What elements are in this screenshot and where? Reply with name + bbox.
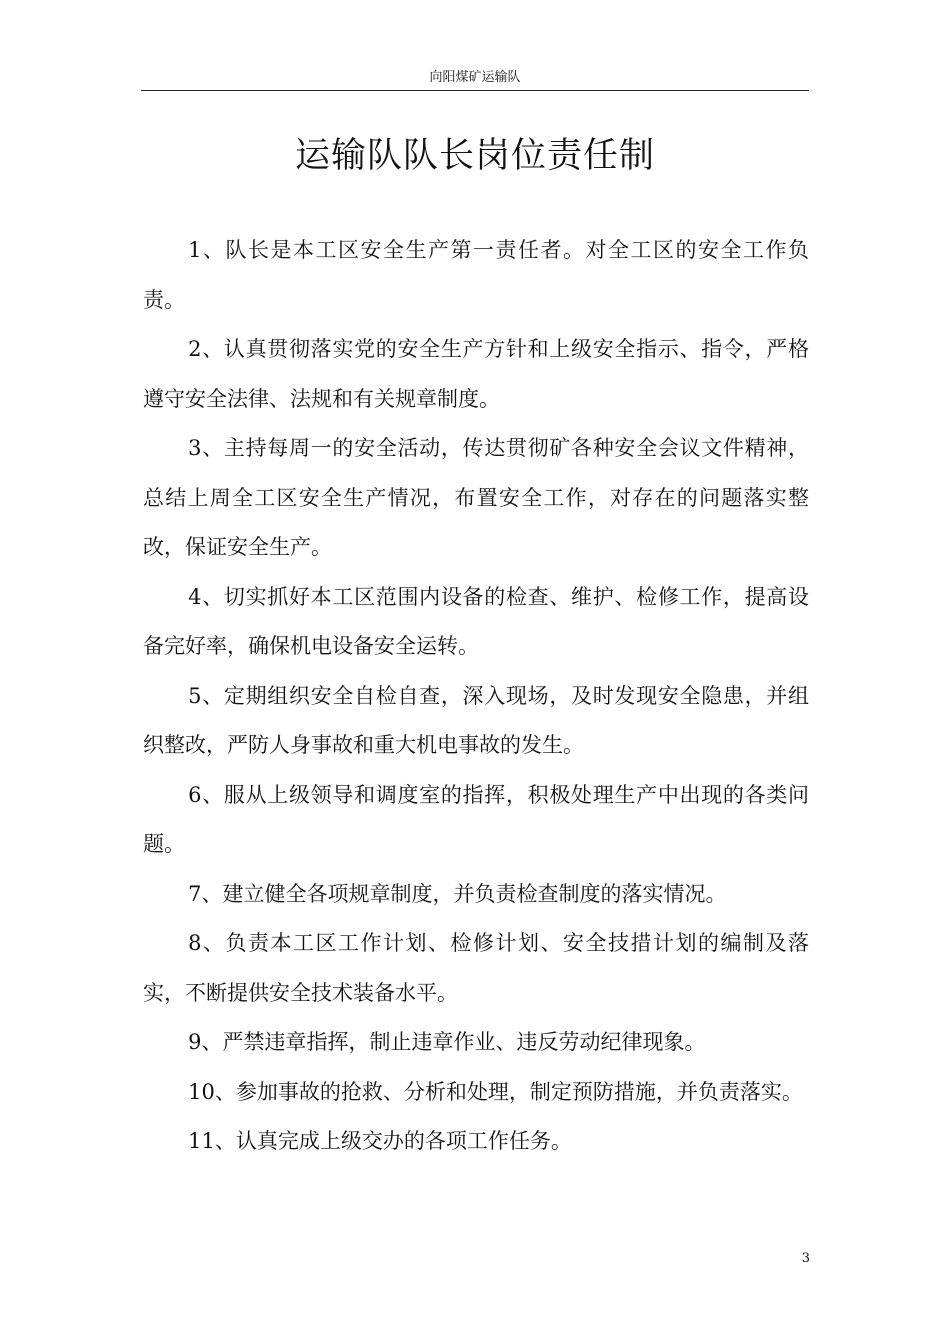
clause-paragraph: 2、认真贯彻落实党的安全生产方针和上级安全指示、指令，严格遵守安全法律、法规和有关规章制度。 <box>143 337 809 411</box>
clause-paragraph: 6、服从上级领导和调度室的指挥，积极处理生产中出现的各类问题。 <box>143 782 809 856</box>
page-number: 3 <box>801 1251 810 1266</box>
document-body <box>143 226 809 1167</box>
header-text: 向阳煤矿运输队 <box>429 70 521 85</box>
page-header <box>141 68 809 91</box>
clause-paragraph: 1、队长是本工区安全生产第一责任者。对全工区的安全工作负责。 <box>143 238 809 312</box>
document-title: 运输队队长岗位责任制 <box>294 136 655 176</box>
clause-paragraph: 7、建立健全各项规章制度，并负责检查制度的落实情况。 <box>188 881 727 906</box>
clause-paragraph: 3、主持每周一的安全活动，传达贯彻矿各种安全会议文件精神，总结上周全工区安全生产情况，布置安全工作，对存在的问题落实整改，保证安全生产。 <box>143 436 809 559</box>
clause-paragraph: 8、负责本工区工作计划、检修计划、安全技措计划的编制及落实，不断提供安全技术装备水平。 <box>143 931 809 1005</box>
clause-paragraph: 10、参加事故的抢救、分析和处理，制定预防措施，并负责落实。 <box>188 1079 803 1104</box>
clause-paragraph: 9、严禁违章指挥，制止违章作业、违反劳动纪律现象。 <box>188 1030 706 1054</box>
clause-paragraph: 11、认真完成上级交办的各项工作任务。 <box>188 1129 572 1153</box>
clause-paragraph: 4、切实抓好本工区范围内设备的检查、维护、检修工作，提高设备完好率，确保机电设备安全运转。 <box>143 584 809 658</box>
clause-paragraph: 5、定期组织安全自检自查，深入现场，及时发现安全隐患，并组织整改，严防人身事故和重大机电事故的发生。 <box>143 683 809 757</box>
